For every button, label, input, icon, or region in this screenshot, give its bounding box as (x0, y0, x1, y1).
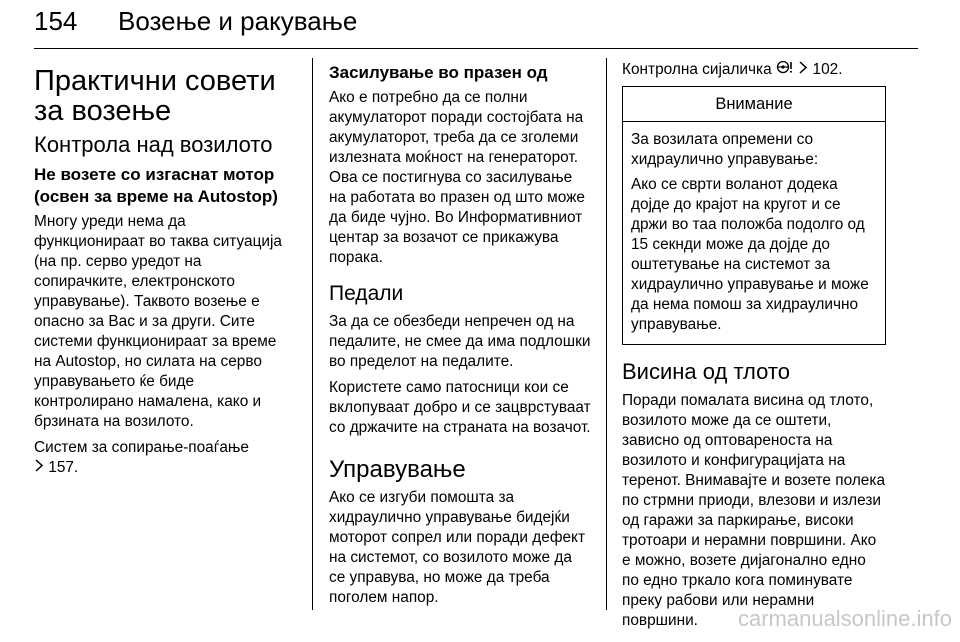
reference-text: Систем за сопирање-поаѓање (34, 439, 249, 456)
column-divider (606, 58, 607, 610)
column-3 (622, 60, 886, 637)
topic-heading: Засилување во празен од (329, 63, 548, 82)
paragraph: За да се обезбеди непречен од на педалите, не смее да има подлошки во пределот на педалите. (329, 313, 591, 370)
paragraph: Ако се изгуби помошта за хидраулично управување бидејќи моторот сопрел или поради дефект на системот, со возилото може да се управува, но може да треба поголем напор. (329, 489, 586, 606)
page-reference-icon (798, 60, 808, 80)
warning-paragraph: За возилата опремени со хидраулично управување: (631, 131, 819, 168)
subsection-title: Педали (329, 282, 404, 305)
chapter-title: Возење и ракување (118, 6, 358, 36)
subsection-title: Висина од тлото (622, 359, 790, 384)
column-1 (34, 60, 296, 484)
page-header (34, 4, 918, 48)
column-2 (329, 60, 591, 614)
reference-page: 157. (48, 459, 79, 476)
reference-text: Контролна сијаличка (622, 61, 772, 78)
page-number: 154 (34, 6, 78, 36)
warning-paragraph: Ако се сврти воланот додека дојде до крајот на кругот и се држи во таа положба подолго од 15 секнди може да дојде до оштетување на системот за хидраулично управување и може да нема помош за хидраулично управување. (631, 176, 869, 333)
section-title: Практични совети за возење (34, 65, 276, 127)
warning-box (622, 86, 886, 345)
header-rule (34, 48, 918, 49)
paragraph: Многу уреди нема да функционираат во таква ситуација (на пр. серво уредот на сопирачките, електронското управување). Таквото возење е опасно за Вас и за други. Сите системи функционираат за време на Autostop, но силата на серво управувањето ќе биде контролирано намалена, како и брзината на возилото. (34, 213, 282, 430)
watermark: carmanualsonline.info (737, 606, 952, 631)
paragraph: Поради помалата висина од тлото, возилото може да се оштети, зависно од оптовареноста на возилото и конфигурацијата на теренот. Внимавајте и возете полека по стрмни приоди, влезови и излези од гаражи за паркирање, високи тротоари и нерамни површини. Ако е можно, возете дијагонално едно по едно тркало кога поминувате преку рабови или нерамни површини. (622, 392, 885, 629)
warning-title: Внимание (623, 87, 885, 122)
cross-reference[interactable] (622, 60, 886, 80)
reference-page: 102. (812, 61, 843, 78)
subsection-title: Контрола над возилото (34, 132, 273, 157)
steering-warning-icon (776, 60, 794, 80)
cross-reference[interactable] (34, 438, 296, 478)
topic-heading: Не возете со изгаснат мотор (освен за време на Autostop) (34, 165, 278, 206)
subsection-title: Управување (329, 456, 466, 483)
column-divider (312, 58, 313, 610)
paragraph: Користете само патосници кои се вклопуваат добро и се зацврстуваат со држачите на страната на возачот. (329, 379, 591, 436)
page-reference-icon (34, 458, 44, 478)
paragraph: Ако е потребно да се полни акумулаторот поради состојбата на акумулаторот, треба да се зголеми излезната моќност на генераторот. Ова се постигнува со засилување на работата во празен од што може да биде чујно. Во Информативниот центар за возачот се прикажува порака. (329, 89, 585, 266)
